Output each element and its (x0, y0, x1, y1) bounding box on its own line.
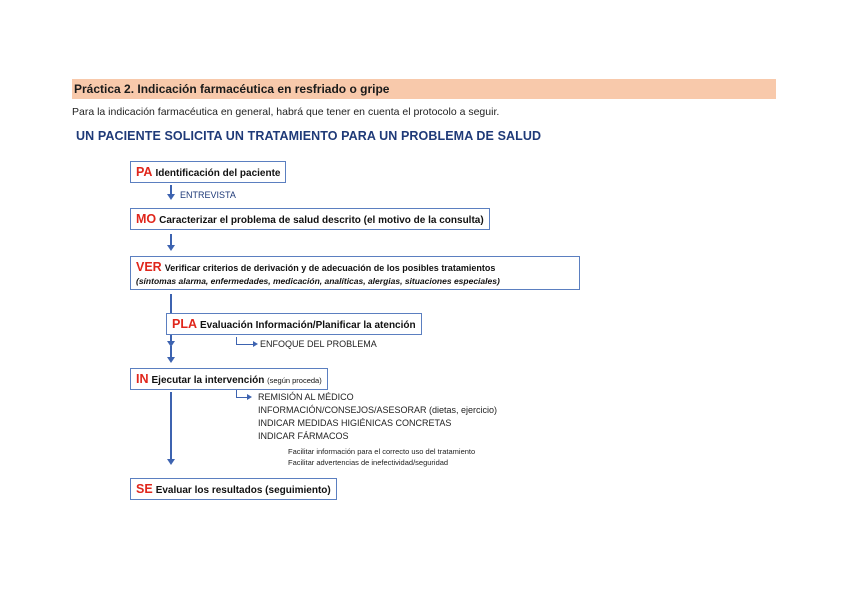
arrow-down-icon (170, 392, 172, 460)
step-in-code: IN (136, 372, 149, 386)
intervention-informacion: INFORMACIÓN/CONSEJOS/ASESORAR (dietas, ejercicio) (258, 405, 498, 415)
step-ver-text: Verificar criterios de derivación y de adecuación de los posibles tratamientos (164, 263, 496, 273)
arrow-down-icon (170, 234, 172, 246)
step-pa-box (130, 161, 286, 183)
step-ver-detail: (síntomas alarma, enfermedades, medicación, analíticas, alergias, situaciones especiales) (136, 276, 500, 286)
step-ver-code: VER (136, 260, 162, 274)
step-in-box (130, 368, 328, 390)
intervention-facilitar-info: Facilitar información para el correcto uso del tratamiento (288, 447, 476, 456)
intro-paragraph: Para la indicación farmacéutica en general, habrá que tener en cuenta el protocolo a seguir. (72, 106, 500, 118)
intervention-remision: REMISIÓN AL MÉDICO (258, 392, 354, 402)
intervention-facilitar-adv: Facilitar advertencias de inefectividad/seguridad (288, 458, 449, 467)
step-pla-box (166, 313, 422, 335)
elbow-arrow-icon (236, 337, 253, 345)
step-pla-code: PLA (172, 317, 197, 331)
arrow-down-icon (170, 185, 172, 195)
elbow-arrow-icon (236, 390, 247, 398)
step-pla-text: Evaluación Información/Planificar la atención (200, 320, 416, 331)
intervention-farmacos: INDICAR FÁRMACOS (258, 431, 349, 441)
step-mo-code: MO (136, 212, 157, 226)
protocol-title: UN PACIENTE SOLICITA UN TRATAMIENTO PARA UN PROBLEMA DE SALUD (76, 129, 542, 143)
step-pa-text: Identificación del paciente (155, 168, 281, 179)
step-se-text: Evaluar los resultados (seguimiento) (155, 485, 331, 496)
step-pa-code: PA (136, 165, 153, 179)
intervention-medidas: INDICAR MEDIDAS HIGIÉNICAS CONCRETAS (258, 418, 452, 428)
step-mo-text: Caracterizar el problema de salud descrito (el motivo de la consulta) (159, 215, 484, 226)
section-heading: Práctica 2. Indicación farmacéutica en resfriado o gripe (72, 79, 776, 99)
step-ver-box (130, 256, 580, 290)
entrevista-label: ENTREVISTA (180, 190, 236, 200)
enfoque-label: ENFOQUE DEL PROBLEMA (260, 339, 377, 349)
step-in-text: Ejecutar la intervención (151, 375, 265, 386)
step-se-code: SE (136, 482, 153, 496)
step-se-box (130, 478, 337, 500)
step-mo-box (130, 208, 490, 230)
arrow-down-icon (170, 346, 172, 358)
step-in-note: (según proceda) (267, 376, 322, 385)
